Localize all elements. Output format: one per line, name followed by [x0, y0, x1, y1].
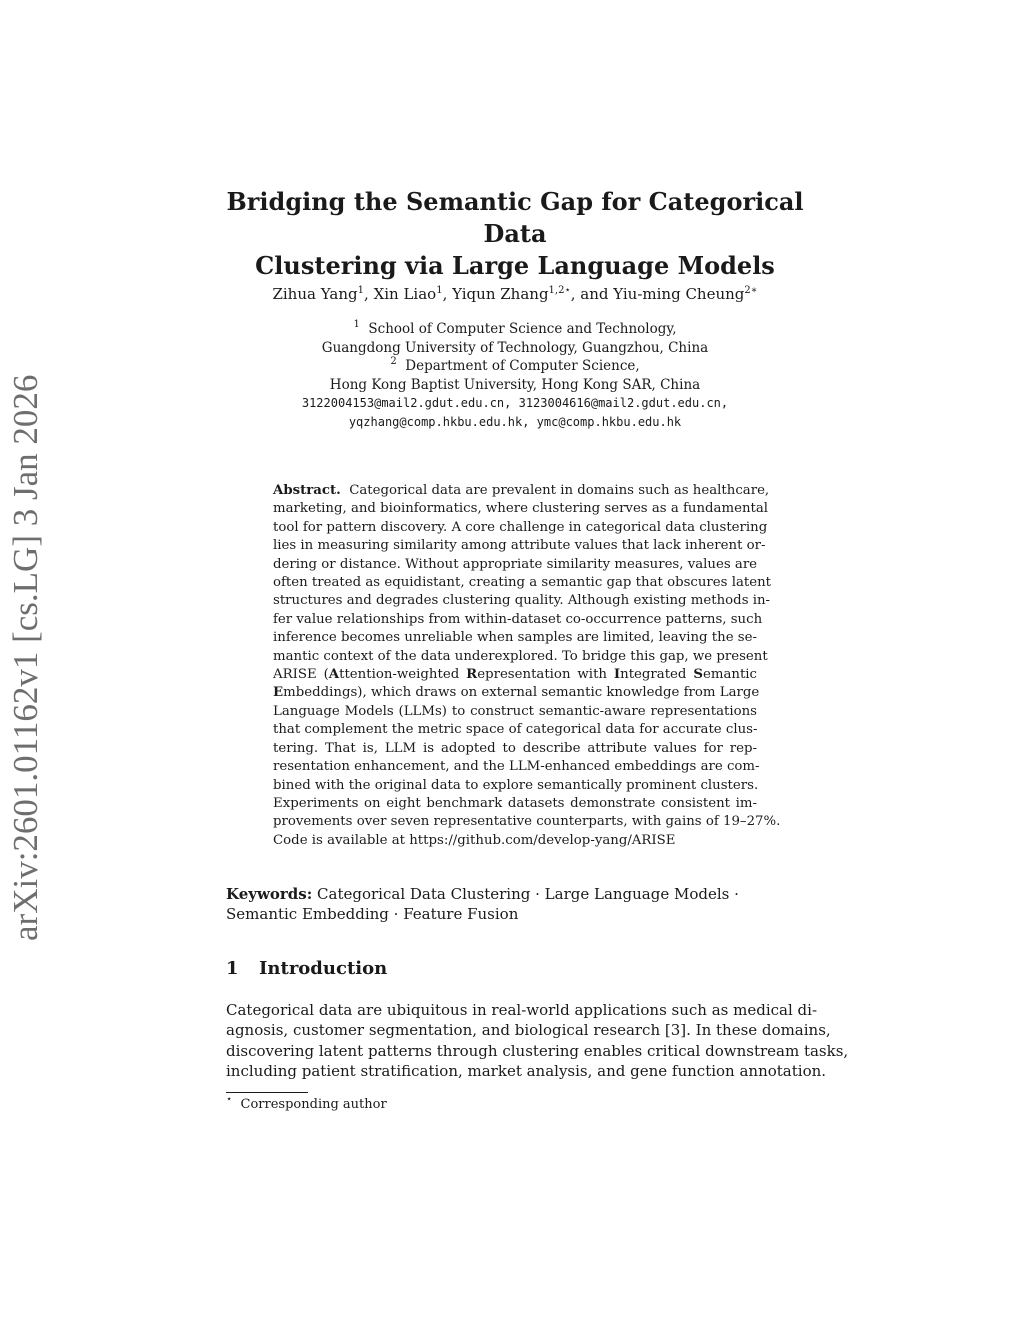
abstract-line: marketing, and bioinformatics, where clustering serves as a fundamental [273, 501, 769, 517]
acronym-letter: E [273, 685, 284, 701]
affiliation-mark: 1 [353, 319, 360, 330]
abstract-label: Abstract. [273, 483, 341, 498]
paper-title [200, 186, 830, 282]
intro-line: including patient stratification, market analysis, and gene function annotation. [226, 1061, 827, 1080]
abstract-line: inference becomes unreliable when samples are limited, leaving the se- [273, 630, 757, 646]
affiliation-2-line-2: Hong Kong Baptist University, Hong Kong SAR, China [329, 376, 701, 393]
author-list [200, 284, 830, 304]
affiliation-1-line-1 [200, 320, 830, 339]
arxiv-identifier: arXiv:2601.01162v1 [cs.LG] 3 Jan 2026 [6, 374, 45, 941]
author-separator: , [364, 285, 374, 303]
footnote-rule [226, 1092, 308, 1093]
acronym-letter: R [466, 667, 478, 683]
abstract-line: bined with the original data to explore semantically prominent clusters. [273, 777, 759, 793]
author-name: Yiqun Zhang [452, 285, 549, 303]
title-line-2: Clustering via Large Language Models [255, 251, 775, 280]
intro-line: agnosis, customer segmentation, and biological research [3]. In these domains, [226, 1021, 831, 1040]
footnote-mark: ⋆ [226, 1094, 233, 1105]
affiliation-1-line-2: Guangdong University of Technology, Guangzhou, China [321, 339, 709, 356]
acronym-letter: A [328, 667, 340, 683]
keywords-label: Keywords: [226, 885, 313, 903]
author-affiliation-mark: 1 [357, 285, 365, 296]
abstract-text: ttention-weighted [339, 667, 467, 683]
abstract-line: tering. That is, LLM is adopted to describe attribute values for rep- [273, 740, 757, 756]
author-affiliation-mark: 1 [436, 285, 443, 296]
abstract-line-arise [273, 666, 757, 684]
abstract-line: Language Models (LLMs) to construct semantic-aware representations [273, 703, 757, 719]
footnote [226, 1096, 387, 1113]
intro-line: Categorical data are ubiquitous in real-world applications such as medical di- [226, 1001, 818, 1019]
abstract-text: ntegrated [620, 667, 694, 683]
abstract-line [273, 482, 770, 500]
email-line-1[interactable]: 3122004153@mail2.gdut.edu.cn, 3123004616@mail2.gdut.edu.cn, [301, 396, 729, 410]
abstract-text: emantic [702, 667, 757, 683]
email-line-2[interactable]: yqzhang@comp.hkbu.edu.hk, ymc@comp.hkbu.edu.hk [348, 414, 682, 429]
abstract-line: dering or distance. Without appropriate similarity measures, values are [273, 556, 758, 572]
acronym-letter: S [693, 667, 703, 683]
affiliations [200, 320, 830, 431]
title-line-1: Bridging the Semantic Gap for Categorical Data [226, 187, 804, 248]
abstract-text: epresentation with [477, 667, 614, 683]
affiliation-mark: 2 [390, 356, 397, 367]
abstract-text: Categorical data are prevalent in domains such as healthcare, [349, 483, 770, 498]
abstract-line: mantic context of the data underexplored. To bridge this gap, we present [273, 648, 768, 664]
author-separator: , and [570, 285, 614, 303]
section-title: Introduction [259, 958, 388, 979]
author-affiliation-mark: 2∗ [744, 285, 758, 296]
abstract-line: structures and degrades clustering quality. Although existing methods in- [273, 593, 771, 609]
abstract-line: Experiments on eight benchmark datasets demonstrate consistent im- [273, 795, 757, 811]
abstract-line-embeddings [273, 684, 760, 702]
abstract-line: provements over seven representative counterparts, with gains of 19–27%. [273, 814, 781, 830]
abstract-line: that complement the metric space of categorical data for accurate clus- [273, 722, 758, 738]
affiliation-text: School of Computer Science and Technology, [368, 321, 677, 337]
abstract-line: resentation enhancement, and the LLM-enhanced embeddings are com- [273, 759, 760, 775]
abstract-line: tool for pattern discovery. A core challenge in categorical data clustering [273, 519, 768, 535]
code-availability-line[interactable]: Code is available at https://github.com/develop-yang/ARISE [273, 832, 676, 848]
abstract [273, 482, 781, 850]
author-name: Xin Liao [373, 285, 437, 303]
acronym-letter: I [613, 667, 621, 683]
author-name: Zihua Yang [272, 285, 358, 303]
affiliation-2-line-1 [200, 357, 830, 376]
author-separator: , [442, 285, 453, 303]
author-affiliation-mark: 1,2⋆ [548, 285, 571, 296]
abstract-text: mbeddings), which draws on external semantic knowledge from Large [283, 685, 760, 701]
abstract-line: fer value relationships from within-dataset co-occurrence patterns, such [273, 611, 763, 627]
footnote-text: Corresponding author [240, 1097, 387, 1112]
abstract-line: lies in measuring similarity among attribute values that lack inherent or- [273, 538, 766, 554]
keywords-text: Categorical Data Clustering · Large Language Models · Semantic Embedding · Feature Fusion [226, 885, 739, 923]
section-heading [226, 957, 387, 981]
affiliation-text: Department of Computer Science, [405, 358, 640, 374]
abstract-text: ARISE ( [273, 667, 329, 683]
abstract-line: often treated as equidistant, creating a semantic gap that obscures latent [273, 575, 771, 591]
author-name: Yiu-ming Cheung [613, 285, 745, 303]
introduction-paragraph [226, 1000, 849, 1081]
section-number: 1 [226, 958, 239, 979]
intro-line: discovering latent patterns through clustering enables critical downstream tasks, [226, 1041, 849, 1060]
keywords [226, 884, 804, 924]
